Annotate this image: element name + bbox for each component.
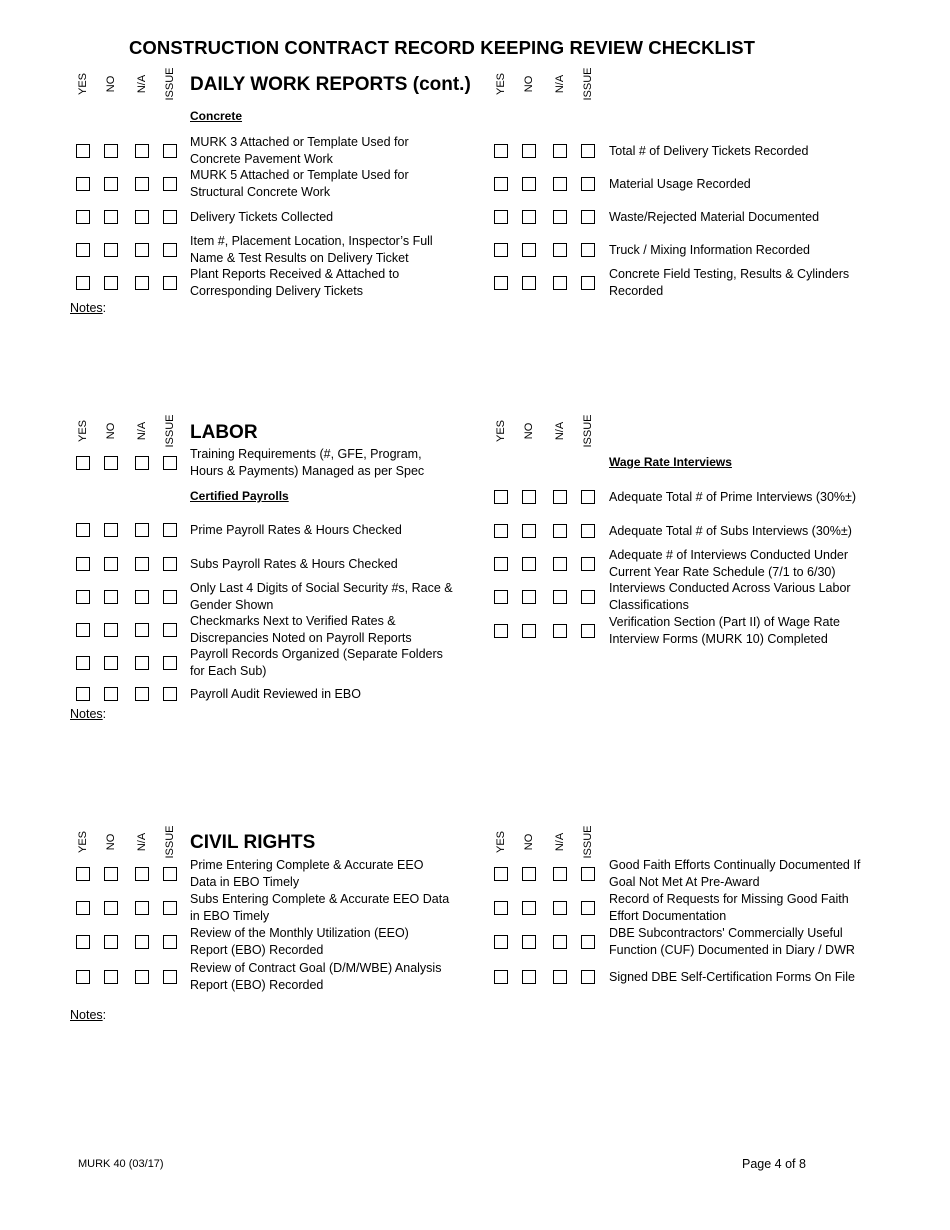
checkbox-yes-right[interactable] bbox=[494, 557, 508, 571]
label-line: Subs Payroll Rates & Hours Checked bbox=[190, 557, 398, 571]
civil-left-item-3 bbox=[190, 925, 409, 959]
checkbox-na-left[interactable] bbox=[135, 210, 149, 224]
label-line: Gender Shown bbox=[190, 598, 274, 612]
column-header-no-right: NO bbox=[523, 422, 535, 440]
daily-right-item-1 bbox=[609, 143, 808, 160]
checkbox-issue-right[interactable] bbox=[581, 970, 595, 984]
checkbox-issue-left[interactable] bbox=[163, 656, 177, 670]
subhead-certified-payrolls: Certified Payrolls bbox=[190, 489, 289, 503]
checkbox-issue-right[interactable] bbox=[581, 490, 595, 504]
daily-right-item-5 bbox=[609, 266, 849, 300]
checkbox-no-left[interactable] bbox=[104, 177, 118, 191]
checkbox-yes-left[interactable] bbox=[76, 901, 90, 915]
checkbox-yes-left[interactable] bbox=[76, 557, 90, 571]
checkbox-no-right[interactable] bbox=[522, 243, 536, 257]
checkbox-no-right[interactable] bbox=[522, 210, 536, 224]
label-line: Plant Reports Received & Attached to bbox=[190, 267, 400, 281]
notes-label bbox=[70, 1008, 106, 1022]
section-title-daily-work-reports: DAILY WORK REPORTS (cont.) bbox=[190, 74, 471, 95]
labor-training-requirements bbox=[190, 446, 424, 480]
column-header-na-left: N/A bbox=[136, 421, 148, 441]
checkbox-issue-left[interactable] bbox=[163, 276, 177, 290]
labor-right-item-4 bbox=[609, 580, 851, 614]
label-line: Payroll Records Organized (Separate Folders bbox=[190, 647, 443, 661]
subhead-wage-rate-interviews: Wage Rate Interviews bbox=[609, 455, 732, 469]
column-header-issue-left: ISSUE bbox=[164, 414, 176, 448]
page-number: Page 4 of 8 bbox=[742, 1157, 806, 1171]
checkbox-yes-right[interactable] bbox=[494, 276, 508, 290]
checkbox-issue-left[interactable] bbox=[163, 210, 177, 224]
label-line: Prime Entering Complete & Accurate EEO bbox=[190, 858, 424, 872]
checkbox-yes-right[interactable] bbox=[494, 867, 508, 881]
daily-right-item-4 bbox=[609, 242, 810, 259]
checkbox-issue-left[interactable] bbox=[163, 523, 177, 537]
checkbox-na-left[interactable] bbox=[135, 144, 149, 158]
label-line: Signed DBE Self-Certification Forms On File bbox=[609, 970, 855, 984]
checkbox-issue-right[interactable] bbox=[581, 557, 595, 571]
label-line: Review of the Monthly Utilization (EEO) bbox=[190, 926, 409, 940]
checkbox-yes-left[interactable] bbox=[76, 523, 90, 537]
civil-right-item-1 bbox=[609, 857, 860, 891]
label-line: for Each Sub) bbox=[190, 664, 267, 678]
column-header-yes-left: YES bbox=[77, 72, 89, 96]
checkbox-yes-right[interactable] bbox=[494, 935, 508, 949]
label-line: Discrepancies Noted on Payroll Reports bbox=[190, 631, 412, 645]
checkbox-na-left[interactable] bbox=[135, 243, 149, 257]
checkbox-yes-left[interactable] bbox=[76, 867, 90, 881]
column-header-na-right: N/A bbox=[554, 832, 566, 852]
label-line: Verification Section (Part II) of Wage Rate bbox=[609, 615, 840, 629]
checkbox-issue-left[interactable] bbox=[163, 935, 177, 949]
label-line: Concrete Field Testing, Results & Cylinders bbox=[609, 267, 850, 281]
checkbox-no-left[interactable] bbox=[104, 144, 118, 158]
label-line: MURK 3 Attached or Template Used for bbox=[190, 135, 409, 149]
checkbox-na-right[interactable] bbox=[553, 935, 567, 949]
column-header-na-right: N/A bbox=[554, 74, 566, 94]
labor-right-item-1 bbox=[609, 489, 856, 506]
checkbox-no-right[interactable] bbox=[522, 590, 536, 604]
column-header-issue-left: ISSUE bbox=[164, 67, 176, 101]
notes-word: Notes bbox=[70, 301, 103, 315]
column-header-issue-right: ISSUE bbox=[582, 414, 594, 448]
labor-left-item-6 bbox=[190, 686, 361, 703]
label-line: Name & Test Results on Delivery Ticket bbox=[190, 251, 409, 265]
checkbox-na-left[interactable] bbox=[135, 656, 149, 670]
column-header-no-left: NO bbox=[105, 75, 117, 93]
label-line: Total # of Delivery Tickets Recorded bbox=[609, 144, 809, 158]
subhead-concrete: Concrete bbox=[190, 109, 243, 123]
column-header-issue-left: ISSUE bbox=[164, 825, 176, 859]
labor-right-item-2 bbox=[609, 523, 852, 540]
label-line: Prime Payroll Rates & Hours Checked bbox=[190, 523, 402, 537]
checkbox-no-right[interactable] bbox=[522, 276, 536, 290]
checkbox-na-right[interactable] bbox=[553, 557, 567, 571]
notes-colon: : bbox=[102, 301, 107, 315]
label-line: Classifications bbox=[609, 598, 689, 612]
label-line: Subs Entering Complete & Accurate EEO Data bbox=[190, 892, 450, 906]
checkbox-yes-right[interactable] bbox=[494, 177, 508, 191]
checkbox-no-right[interactable] bbox=[522, 490, 536, 504]
checkbox-yes-left[interactable] bbox=[76, 210, 90, 224]
checkbox-yes-right[interactable] bbox=[494, 210, 508, 224]
checkbox-no-right[interactable] bbox=[522, 935, 536, 949]
checkbox-yes-left[interactable] bbox=[76, 687, 90, 701]
checkbox-issue-left[interactable] bbox=[163, 243, 177, 257]
checkbox-yes-right[interactable] bbox=[494, 901, 508, 915]
checkbox-yes-left[interactable] bbox=[76, 276, 90, 290]
checkbox-no-left[interactable] bbox=[104, 243, 118, 257]
checkbox-issue-left[interactable] bbox=[163, 456, 177, 470]
notes-label bbox=[70, 301, 106, 315]
civil-left-item-1 bbox=[190, 857, 423, 891]
column-header-yes-left: YES bbox=[77, 419, 89, 443]
labor-left-item-2 bbox=[190, 556, 398, 573]
civil-right-item-3 bbox=[609, 925, 855, 959]
daily-right-item-2 bbox=[609, 176, 751, 193]
checkbox-na-right[interactable] bbox=[553, 144, 567, 158]
checkbox-na-left[interactable] bbox=[135, 177, 149, 191]
page-title: CONSTRUCTION CONTRACT RECORD KEEPING REVIEW CHECKLIST bbox=[128, 37, 756, 58]
checkbox-issue-left[interactable] bbox=[163, 970, 177, 984]
checkbox-na-left[interactable] bbox=[135, 276, 149, 290]
label-line: Review of Contract Goal (D/M/WBE) Analysis bbox=[190, 961, 442, 975]
checkbox-na-right[interactable] bbox=[553, 490, 567, 504]
notes-colon: : bbox=[102, 1008, 107, 1022]
civil-right-item-4 bbox=[609, 969, 855, 986]
checkbox-na-right[interactable] bbox=[553, 590, 567, 604]
civil-left-item-2 bbox=[190, 891, 449, 925]
label-line: Checkmarks Next to Verified Rates & bbox=[190, 614, 396, 628]
column-header-yes-right: YES bbox=[495, 419, 507, 443]
checkbox-issue-right[interactable] bbox=[581, 524, 595, 538]
column-header-issue-right: ISSUE bbox=[582, 825, 594, 859]
label-line: Adequate Total # of Subs Interviews (30%±) bbox=[609, 524, 852, 538]
checkbox-yes-left[interactable] bbox=[76, 935, 90, 949]
label-line: MURK 5 Attached or Template Used for bbox=[190, 168, 409, 182]
label-line: Goal Not Met At Pre-Award bbox=[609, 875, 760, 889]
checkbox-issue-left[interactable] bbox=[163, 867, 177, 881]
form-id: MURK 40 (03/17) bbox=[78, 1158, 164, 1170]
notes-word: Notes bbox=[70, 707, 103, 721]
column-header-no-left: NO bbox=[105, 422, 117, 440]
checkbox-yes-right[interactable] bbox=[494, 524, 508, 538]
checkbox-na-right[interactable] bbox=[553, 210, 567, 224]
checkbox-issue-right[interactable] bbox=[581, 935, 595, 949]
checkbox-na-left[interactable] bbox=[135, 456, 149, 470]
checkbox-issue-right[interactable] bbox=[581, 867, 595, 881]
checkbox-no-right[interactable] bbox=[522, 144, 536, 158]
checkbox-na-right[interactable] bbox=[553, 177, 567, 191]
checkbox-yes-right[interactable] bbox=[494, 970, 508, 984]
checkbox-na-left[interactable] bbox=[135, 901, 149, 915]
label-line: Function (CUF) Documented in Diary / DWR bbox=[609, 943, 855, 957]
checkbox-issue-right[interactable] bbox=[581, 624, 595, 638]
column-header-no-right: NO bbox=[523, 75, 535, 93]
checkbox-yes-right[interactable] bbox=[494, 590, 508, 604]
checkbox-no-left[interactable] bbox=[104, 210, 118, 224]
label-line: in EBO Timely bbox=[190, 909, 270, 923]
checkbox-yes-left[interactable] bbox=[76, 623, 90, 637]
labor-left-item-4 bbox=[190, 613, 412, 647]
labor-right-item-5 bbox=[609, 614, 840, 648]
section-title-labor: LABOR bbox=[190, 422, 258, 443]
checkbox-na-right[interactable] bbox=[553, 867, 567, 881]
section-title-civil-rights: CIVIL RIGHTS bbox=[190, 832, 316, 853]
column-header-yes-left: YES bbox=[77, 830, 89, 854]
checkbox-issue-left[interactable] bbox=[163, 177, 177, 191]
daily-left-item-5 bbox=[190, 266, 399, 300]
label-line: Corresponding Delivery Tickets bbox=[190, 284, 363, 298]
checkbox-na-left[interactable] bbox=[135, 970, 149, 984]
checkbox-issue-right[interactable] bbox=[581, 210, 595, 224]
checkbox-issue-right[interactable] bbox=[581, 276, 595, 290]
checkbox-yes-right[interactable] bbox=[494, 243, 508, 257]
column-header-issue-right: ISSUE bbox=[582, 67, 594, 101]
label-line: Adequate Total # of Prime Interviews (30%±) bbox=[609, 490, 857, 504]
checkbox-yes-right[interactable] bbox=[494, 490, 508, 504]
label-line: Truck / Mixing Information Recorded bbox=[609, 243, 811, 257]
checkbox-issue-left[interactable] bbox=[163, 557, 177, 571]
checkbox-issue-left[interactable] bbox=[163, 590, 177, 604]
checkbox-yes-left[interactable] bbox=[76, 656, 90, 670]
notes-word: Notes bbox=[70, 1008, 103, 1022]
checkbox-no-left[interactable] bbox=[104, 557, 118, 571]
notes-colon: : bbox=[102, 707, 107, 721]
checkbox-na-right[interactable] bbox=[553, 276, 567, 290]
label-line: Recorded bbox=[609, 284, 664, 298]
daily-left-item-4 bbox=[190, 233, 433, 267]
column-header-yes-right: YES bbox=[495, 72, 507, 96]
checkbox-yes-left[interactable] bbox=[76, 590, 90, 604]
checkbox-issue-right[interactable] bbox=[581, 901, 595, 915]
checkbox-no-right[interactable] bbox=[522, 867, 536, 881]
checkbox-no-right[interactable] bbox=[522, 524, 536, 538]
daily-left-item-3 bbox=[190, 209, 333, 226]
checkbox-yes-left[interactable] bbox=[76, 177, 90, 191]
checkbox-na-left[interactable] bbox=[135, 590, 149, 604]
checkbox-na-left[interactable] bbox=[135, 557, 149, 571]
checkbox-no-left[interactable] bbox=[104, 901, 118, 915]
label-line: Current Year Rate Schedule (7/1 to 6/30) bbox=[609, 565, 836, 579]
label-line: Waste/Rejected Material Documented bbox=[609, 210, 820, 224]
label-line: Item #, Placement Location, Inspector’s Full bbox=[190, 234, 433, 248]
label-line: Good Faith Efforts Continually Documented If bbox=[609, 858, 861, 872]
checkbox-no-left[interactable] bbox=[104, 523, 118, 537]
checkbox-issue-right[interactable] bbox=[581, 243, 595, 257]
checkbox-no-left[interactable] bbox=[104, 276, 118, 290]
checkbox-no-right[interactable] bbox=[522, 624, 536, 638]
labor-right-item-3 bbox=[609, 547, 848, 581]
label-line: Record of Requests for Missing Good Faith bbox=[609, 892, 849, 906]
label-line: Delivery Tickets Collected bbox=[190, 210, 334, 224]
checkbox-yes-left[interactable] bbox=[76, 970, 90, 984]
labor-left-item-5 bbox=[190, 646, 443, 680]
checkbox-no-right[interactable] bbox=[522, 557, 536, 571]
checkbox-no-left[interactable] bbox=[104, 623, 118, 637]
column-header-na-left: N/A bbox=[136, 74, 148, 94]
label-line: Material Usage Recorded bbox=[609, 177, 751, 191]
checkbox-na-right[interactable] bbox=[553, 901, 567, 915]
checkbox-issue-right[interactable] bbox=[581, 590, 595, 604]
checkbox-na-right[interactable] bbox=[553, 524, 567, 538]
checkbox-yes-left[interactable] bbox=[76, 243, 90, 257]
label-line: Report (EBO) Recorded bbox=[190, 978, 324, 992]
checkbox-issue-left[interactable] bbox=[163, 687, 177, 701]
checkbox-na-right[interactable] bbox=[553, 624, 567, 638]
checkbox-issue-left[interactable] bbox=[163, 623, 177, 637]
label-line: Training Requirements (#, GFE, Program, bbox=[190, 447, 422, 461]
daily-right-item-3 bbox=[609, 209, 819, 226]
label-line: Effort Documentation bbox=[609, 909, 727, 923]
checkbox-no-left[interactable] bbox=[104, 456, 118, 470]
checkbox-na-left[interactable] bbox=[135, 867, 149, 881]
checkbox-na-left[interactable] bbox=[135, 623, 149, 637]
daily-left-item-2 bbox=[190, 167, 409, 201]
checkbox-no-left[interactable] bbox=[104, 970, 118, 984]
label-line: DBE Subcontractors' Commercially Useful bbox=[609, 926, 843, 940]
label-line: Report (EBO) Recorded bbox=[190, 943, 324, 957]
label-line: Interview Forms (MURK 10) Completed bbox=[609, 632, 828, 646]
labor-left-item-1 bbox=[190, 522, 402, 539]
checkbox-yes-left[interactable] bbox=[76, 456, 90, 470]
civil-left-item-4 bbox=[190, 960, 441, 994]
checkbox-na-left[interactable] bbox=[135, 523, 149, 537]
checkbox-issue-right[interactable] bbox=[581, 144, 595, 158]
label-line: Only Last 4 Digits of Social Security #s, Race & bbox=[190, 581, 453, 595]
label-line: Hours & Payments) Managed as per Spec bbox=[190, 464, 425, 478]
column-header-na-right: N/A bbox=[554, 421, 566, 441]
checkbox-no-right[interactable] bbox=[522, 177, 536, 191]
checkbox-issue-right[interactable] bbox=[581, 177, 595, 191]
label-line: Data in EBO Timely bbox=[190, 875, 300, 889]
label-line: Interviews Conducted Across Various Labor bbox=[609, 581, 851, 595]
checkbox-issue-left[interactable] bbox=[163, 901, 177, 915]
checkbox-no-left[interactable] bbox=[104, 935, 118, 949]
checkbox-yes-left[interactable] bbox=[76, 144, 90, 158]
checkbox-no-left[interactable] bbox=[104, 656, 118, 670]
checkbox-no-left[interactable] bbox=[104, 867, 118, 881]
notes-label bbox=[70, 707, 106, 721]
checkbox-no-left[interactable] bbox=[104, 590, 118, 604]
checkbox-no-right[interactable] bbox=[522, 970, 536, 984]
column-header-no-left: NO bbox=[105, 833, 117, 851]
column-header-na-left: N/A bbox=[136, 832, 148, 852]
checkbox-yes-right[interactable] bbox=[494, 624, 508, 638]
label-line: Structural Concrete Work bbox=[190, 185, 331, 199]
civil-right-item-2 bbox=[609, 891, 849, 925]
checkbox-na-right[interactable] bbox=[553, 243, 567, 257]
checkbox-yes-right[interactable] bbox=[494, 144, 508, 158]
checkbox-no-right[interactable] bbox=[522, 901, 536, 915]
labor-left-item-3 bbox=[190, 580, 453, 614]
checkbox-no-left[interactable] bbox=[104, 687, 118, 701]
checkbox-na-left[interactable] bbox=[135, 935, 149, 949]
label-line: Adequate # of Interviews Conducted Under bbox=[609, 548, 849, 562]
column-header-no-right: NO bbox=[523, 833, 535, 851]
checkbox-na-left[interactable] bbox=[135, 687, 149, 701]
label-line: Concrete Pavement Work bbox=[190, 152, 333, 166]
daily-left-item-1 bbox=[190, 134, 409, 168]
checkbox-issue-left[interactable] bbox=[163, 144, 177, 158]
column-header-yes-right: YES bbox=[495, 830, 507, 854]
checkbox-na-right[interactable] bbox=[553, 970, 567, 984]
label-line: Payroll Audit Reviewed in EBO bbox=[190, 687, 361, 701]
